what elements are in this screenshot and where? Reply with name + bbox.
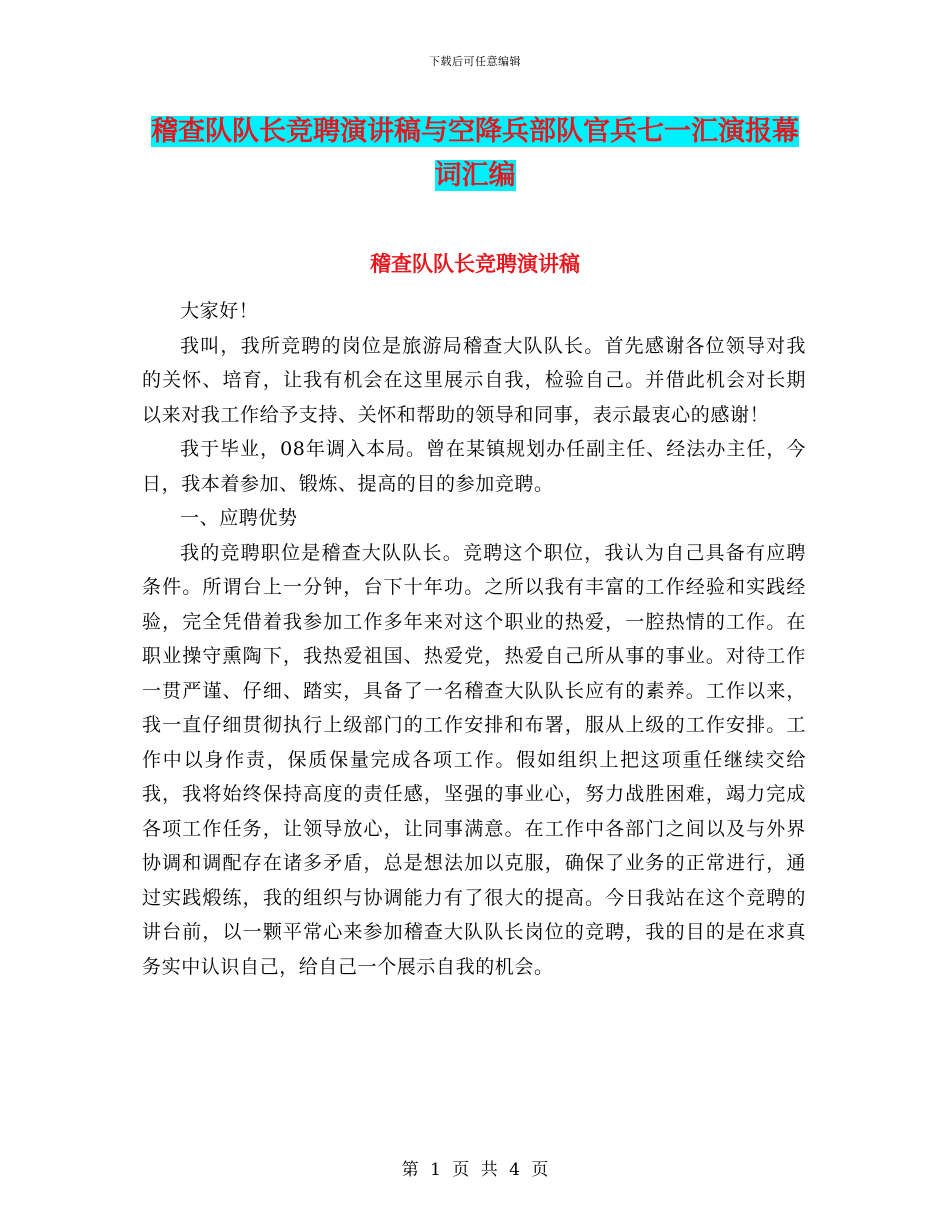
section-title: 稽查队队长竞聘演讲稿 [370, 251, 580, 276]
header-note: 下载后可任意编辑 [429, 55, 521, 68]
document-title [140, 110, 810, 198]
paragraph-advantages: 我的竞聘职位是稽查大队队长。竞聘这个职位，我认为自己具备有应聘条件。所谓台上一分钟，台下十年功。之所以我有丰富的工作经验和实践经验，完全凭借着我参加工作多年来对这个职业的热爱，一腔热情的工作。在职业操守熏陶下，我热爱祖国、热爱党，热爱自己所从事的事业。对待工作一贯严谨、仔细、踏实，具备了一名稽查大队队长应有的素养。工作以来，我一直仔细贯彻执行上级部门的工作安排和布署，服从上级的工作安排。工作中以身作责，保质保量完成各项工作。假如组织上把这项重任继续交给我，我将始终保持高度的责任感，坚强的事业心，努力战胜困难，竭力完成各项工作任务，让领导放心，让同事满意。在工作中各部门之间以及与外界协调和调配存在诸多矛盾，总是想法加以克服，确保了业务的正常进行，通过实践煅练，我的组织与协调能力有了很大的提高。今日我站在这个竞聘的讲台前，以一颗平常心来参加稽查大队队长岗位的竞聘，我的目的是在求真务实中认识自己，给自己一个展示自我的机会。 [142, 541, 806, 978]
paragraph-introduction: 我叫，我所竞聘的岗位是旅游局稽查大队队长。首先感谢各位领导对我的关怀、培育，让我有机会在这里展示自我，检验自己。并借此机会对长期以来对我工作给予支持、关怀和帮助的领导和同事，表示最衷心的感谢！ [142, 334, 806, 426]
paragraph-greeting: 大家好！ [180, 300, 259, 322]
page-footer: 第 1 页 共 4 页 [401, 1160, 549, 1180]
paragraph-background: 我于毕业，08年调入本局。曾在某镇规划办任副主任、经法办主任，今日，我本着参加、锻炼、提高的目的参加竞聘。 [142, 438, 806, 495]
document-title-text: 稽查队队长竞聘演讲稿与空降兵部队官兵七一汇演报幕词汇编 [151, 116, 799, 191]
paragraph-heading-advantages: 一、应聘优势 [180, 507, 298, 529]
document-body [142, 294, 806, 984]
